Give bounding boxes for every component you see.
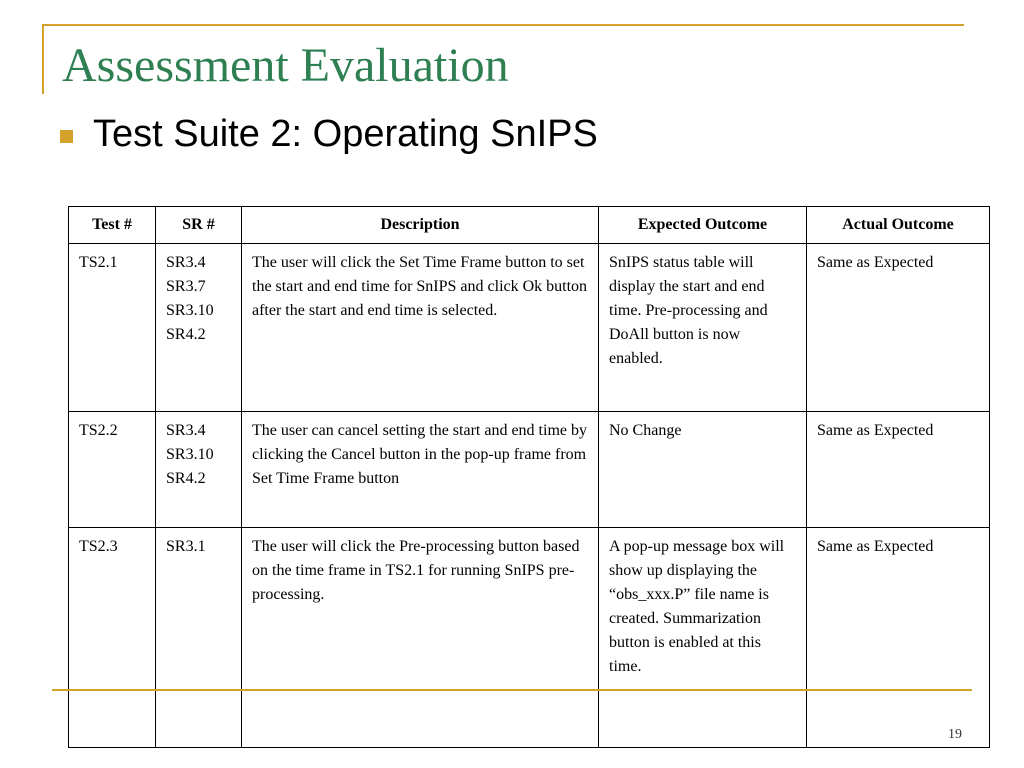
- test-suite-table: [68, 206, 990, 748]
- bullet-item: [60, 110, 598, 158]
- cell-description: The user can cancel setting the start and end time by clicking the Cancel button in the pop-up frame from Set Time Frame button: [242, 412, 599, 528]
- square-bullet-icon: [60, 130, 73, 143]
- cell-sr-number: SR3.4 SR3.10 SR4.2: [156, 412, 242, 528]
- header-sr-number: SR #: [156, 207, 242, 244]
- table-row: [69, 412, 990, 528]
- table-row: [69, 244, 990, 412]
- cell-test-number: TS2.3: [69, 528, 156, 748]
- header-expected-outcome: Expected Outcome: [599, 207, 807, 244]
- header-actual-outcome: Actual Outcome: [807, 207, 990, 244]
- cell-expected-outcome: A pop-up message box will show up displaying the “obs_xxx.P” file name is created. Summarization button is enabled at this time.: [599, 528, 807, 748]
- page-number: 19: [948, 727, 962, 742]
- cell-actual-outcome: Same as Expected: [807, 244, 990, 412]
- cell-actual-outcome: Same as Expected: [807, 412, 990, 528]
- cell-sr-number: SR3.1: [156, 528, 242, 748]
- left-frame-line: [42, 24, 44, 94]
- cell-sr-number: SR3.4 SR3.7 SR3.10 SR4.2: [156, 244, 242, 412]
- slide-title: Assessment Evaluation: [62, 39, 509, 92]
- cell-test-number: TS2.2: [69, 412, 156, 528]
- table-header-row: [69, 207, 990, 244]
- bullet-text: Test Suite 2: Operating SnIPS: [93, 113, 598, 155]
- cell-description: The user will click the Pre-processing button based on the time frame in TS2.1 for running SnIPS pre-processing.: [242, 528, 599, 748]
- header-description: Description: [242, 207, 599, 244]
- header-test-number: Test #: [69, 207, 156, 244]
- cell-actual-outcome: Same as Expected: [807, 528, 990, 748]
- footer-divider-line: [52, 689, 972, 691]
- cell-expected-outcome: No Change: [599, 412, 807, 528]
- cell-test-number: TS2.1: [69, 244, 156, 412]
- table-row: [69, 528, 990, 748]
- cell-description: The user will click the Set Time Frame button to set the start and end time for SnIPS and click Ok button after the start and end time is selected.: [242, 244, 599, 412]
- cell-expected-outcome: SnIPS status table will display the start and end time. Pre-processing and DoAll button is now enabled.: [599, 244, 807, 412]
- top-frame-line: [42, 24, 964, 26]
